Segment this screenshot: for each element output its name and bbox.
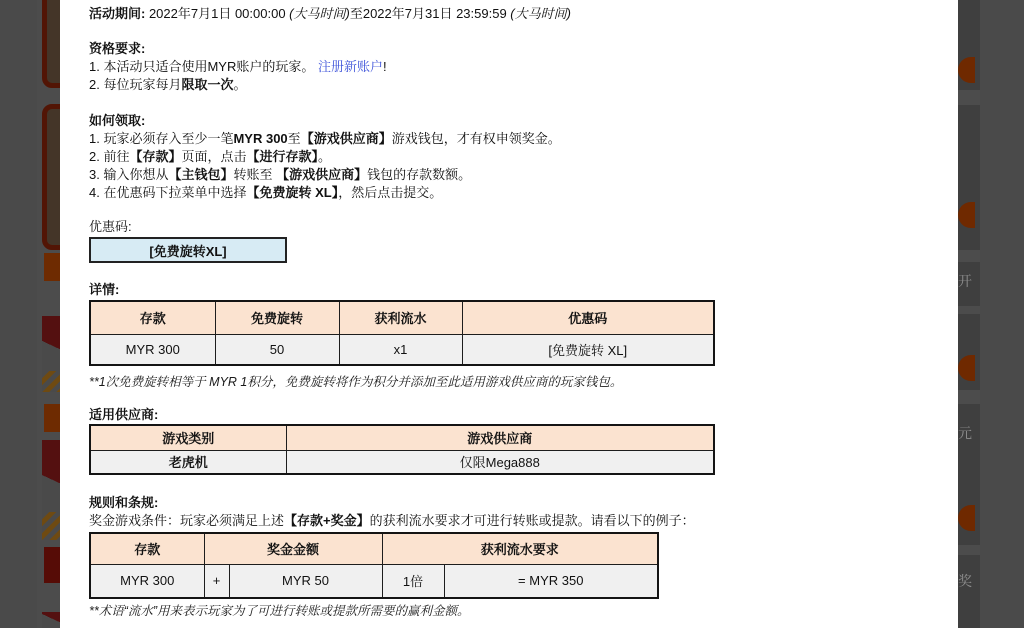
promo-terms-panel xyxy=(60,0,958,628)
promo-code-label: 优惠码: xyxy=(89,219,132,234)
claim-step-2: 2. 前往【存款】页面，点击【进行存款】。 xyxy=(89,149,332,164)
dimmed-promo-card xyxy=(958,555,980,628)
providers-title: 适用供应商: xyxy=(89,407,159,422)
details-deposit-value: MYR 300 xyxy=(90,334,215,365)
claim-step-4: 4. 在优惠码下拉菜单中选择【免费旋转 XL】，然后点击提交。 xyxy=(89,185,443,200)
providers-category-value: 老虎机 xyxy=(90,450,286,474)
details-header-freespin: 免费旋转 xyxy=(215,301,339,334)
providers-header-provider: 游戏供应商 xyxy=(286,425,714,450)
eligibility-item-1: 1. 本活动只适合使用MYR账户的玩家。 注册新账户! xyxy=(89,59,387,74)
eligibility-title: 资格要求: xyxy=(89,41,146,56)
claim-title: 如何领取: xyxy=(89,113,146,128)
details-header-deposit: 存款 xyxy=(90,301,215,334)
rules-header-turnover-req: 获利流水要求 xyxy=(382,533,658,564)
activity-period-label: 活动期间: xyxy=(89,6,146,21)
register-account-link[interactable]: 注册新账户 xyxy=(317,59,383,74)
providers-provider-value: 仅限Mega888 xyxy=(286,450,714,474)
activity-period-line xyxy=(89,5,571,23)
rules-multiplier-value: 1倍 xyxy=(382,564,444,598)
rules-header-row xyxy=(90,533,658,564)
activity-period-start: 2022年7月1日 00:00:00 xyxy=(145,6,290,21)
rules-header-bonus: 奖金金额 xyxy=(204,533,382,564)
rules-plus-sign: + xyxy=(204,564,229,598)
rules-total-value: = MYR 350 xyxy=(444,564,658,598)
dimmed-text-fragment: 元 xyxy=(958,425,972,441)
details-freespin-value: 50 xyxy=(215,334,339,365)
details-title: 详情: xyxy=(89,282,120,297)
details-header-code: 优惠码 xyxy=(462,301,714,334)
rules-title: 规则和条规: xyxy=(89,495,159,510)
rules-condition-line: 奖金游戏条件：玩家必须满足上述【存款+奖金】的获利流水要求才可进行转账或提款。请看以下的例子： xyxy=(89,513,695,528)
rules-header-deposit: 存款 xyxy=(90,533,204,564)
dimmed-text-fragment: 奖 xyxy=(958,573,972,589)
activity-period-end: 至2022年7月31日 23:59:59 xyxy=(349,6,511,21)
details-code-value: [免费旋转 XL] xyxy=(462,334,714,365)
rules-footnote: **术语“流水”用来表示玩家为了可进行转账或提款所需要的赢利金额。 xyxy=(89,604,470,618)
timezone-note: (大马时间) xyxy=(510,6,571,21)
details-footnote: **1次免费旋转相等于 MYR 1积分，免费旋转将作为积分并添加至此适用游戏供应商的玩家钱包。 xyxy=(89,375,623,389)
dimmed-promo-card xyxy=(958,105,980,250)
dimmed-text-fragment: 开 xyxy=(958,273,972,289)
providers-data-row xyxy=(90,450,714,474)
providers-header-category: 游戏类别 xyxy=(90,425,286,450)
details-turnover-value: x1 xyxy=(339,334,462,365)
details-header-row xyxy=(90,301,714,334)
claim-step-3: 3. 输入你想从【主钱包】转账至 【游戏供应商】钱包的存款数额。 xyxy=(89,167,472,182)
rules-data-row xyxy=(90,564,658,598)
rules-example-table xyxy=(89,532,659,599)
eligibility-item-2: 2. 每位玩家每月限取一次。 xyxy=(89,77,247,92)
claim-step-1: 1. 玩家必须存入至少一笔MYR 300至【游戏供应商】游戏钱包，才有权申领奖金。 xyxy=(89,131,561,146)
rules-deposit-value: MYR 300 xyxy=(90,564,204,598)
providers-table xyxy=(89,424,715,475)
promo-code-box[interactable]: [免费旋转XL] xyxy=(89,237,287,263)
details-header-turnover: 获利流水 xyxy=(339,301,462,334)
timezone-note: (大马时间) xyxy=(289,6,350,21)
details-table xyxy=(89,300,715,366)
providers-header-row xyxy=(90,425,714,450)
rules-bonus-value: MYR 50 xyxy=(229,564,382,598)
details-data-row xyxy=(90,334,714,365)
